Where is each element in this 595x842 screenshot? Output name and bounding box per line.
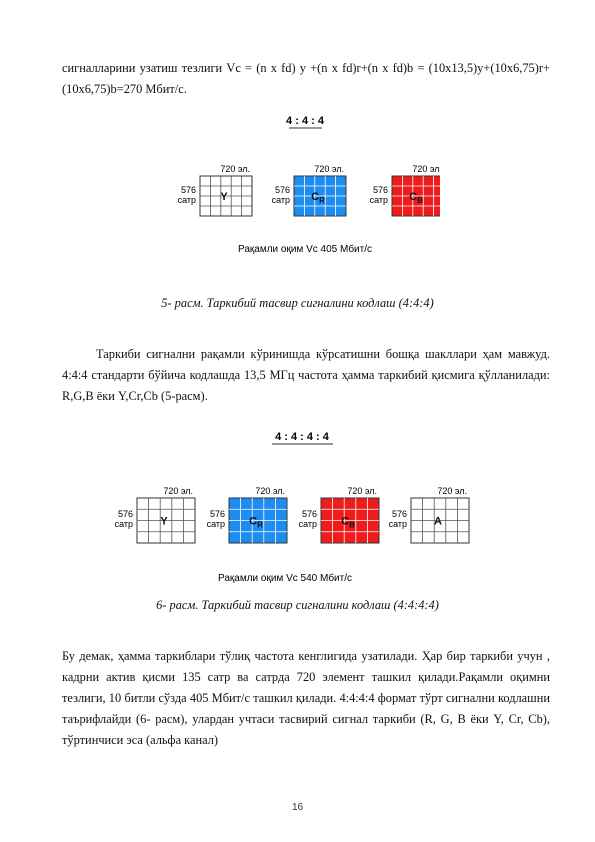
block-rows-label: 576 [180, 184, 196, 195]
figure-5 [170, 106, 440, 266]
intro-paragraph: сигналларини узатиш тезлиги Vc = (n x fd) y +(n x fd)r+(n x fd)b = (10х13,5)у+(10х6,75)r+(10х6,75)b=270 Мбит/с. [62, 61, 550, 96]
block-label: Y [160, 515, 168, 528]
figure5-block-1 [272, 164, 346, 216]
figure-6-diagram [105, 426, 500, 588]
block-cols-label: 720 эл. [163, 486, 193, 496]
block-rows-label-2: сатр [114, 518, 133, 529]
block-cols-label: 720 эл. [255, 486, 285, 496]
block-cols-label: 720 эл. [437, 486, 467, 496]
block-rows-label: 576 [274, 184, 290, 195]
paragraph-2: Таркиби сигнални рақамли кўринишда кўрсатишни бошқа шакллари ҳам мавжуд. 4:4:4 стандарти бўйича кодлашда 13,5 МГц частота ҳамма таркибий қисмига қўлланилади: R,G,B ёки Y,Cr,Cb (5-расм). [62, 347, 550, 403]
figure6-block-2 [299, 486, 379, 543]
block-label: $C_B$ [409, 191, 423, 205]
block-rows-label-2: сатр [271, 194, 290, 205]
block-label: $C_R$ [311, 191, 325, 205]
block-label: $C_B$ [341, 515, 355, 530]
block-rows-label-2: сатр [177, 194, 196, 205]
figure6-block-1 [207, 486, 287, 543]
figure5-block-2 [370, 164, 440, 216]
block-label: Y [220, 191, 228, 203]
block-label: $C_R$ [249, 515, 263, 530]
block-rows-label-2: сатр [298, 518, 317, 529]
block-label: A [434, 515, 442, 528]
block-rows-label: 576 [372, 184, 388, 195]
block-rows-label-2: сатр [388, 518, 407, 529]
block-rows-label-2: сатр [369, 194, 388, 205]
figure-6-title: 4 : 4 : 4 : 4 [275, 431, 329, 443]
block-rows-label: 576 [301, 508, 317, 519]
block-cols-label: 720 эл. [220, 164, 250, 174]
figure5-block-0 [178, 164, 252, 216]
figure-6-caption: 6- расм. Таркибий тасвир сигналини кодлаш (4:4:4:4) [156, 598, 439, 612]
block-rows-label: 576 [391, 508, 407, 519]
figure-6-rate-label: Рақамли оқим Vc 540 Мбит/с [218, 573, 352, 584]
block-rows-label: 576 [117, 508, 133, 519]
paragraph-3: Бу демак, ҳамма таркиблари тўлиқ частота кенглигида узатилади. Ҳар бир таркиби учун , кадрни актив қисми 135 сатр ва сатрда 720 элемент ташкил қилади.Рақамли оқимни тезлиги, 10 битли сўзда 405 Мбит/с ташкил қилади. 4:4:4:4 формат тўрт сигнални кодлашни таърифлайди (6- расм), улардан учтаси тасвирий сигнал таркиби (R, G, B ёки Y, Cr, Cb), тўртинчиси эса (альфа канал) [62, 649, 550, 747]
block-cols-label: 720 эл. [347, 486, 377, 496]
figure6-block-0 [115, 486, 195, 543]
figure-6 [105, 426, 500, 588]
figure-5-title: 4 : 4 : 4 [286, 115, 324, 127]
figure-5-caption: 5- расм. Таркибий тасвир сигналини кодлаш (4:4:4) [161, 296, 434, 310]
figure-5-rate-label: Рақамли оқим Vc 405 Мбит/с [238, 244, 372, 255]
figure-5-diagram [170, 106, 440, 266]
page-number: 16 [291, 802, 304, 813]
block-cols-label: 720 эл. [412, 164, 440, 174]
block-rows-label: 576 [209, 508, 225, 519]
block-rows-label-2: сатр [206, 518, 225, 529]
figure6-block-3 [389, 486, 469, 543]
block-cols-label: 720 эл. [314, 164, 344, 174]
